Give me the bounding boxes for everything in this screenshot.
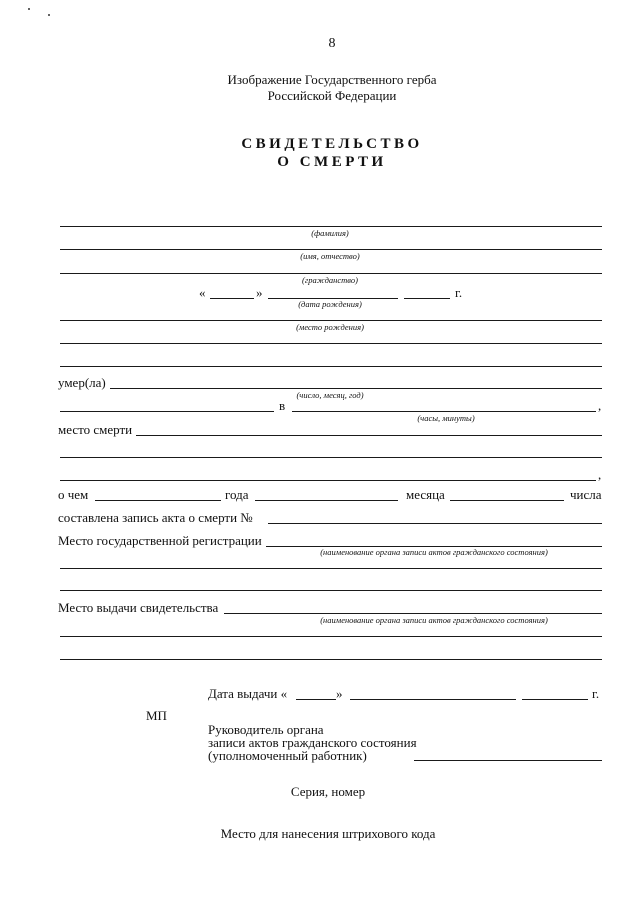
- series-number-label: Серия, номер: [290, 784, 366, 799]
- barcode-place-label: Место для нанесения штрихового кода: [220, 826, 436, 841]
- birth-place-line-2[interactable]: [60, 343, 602, 344]
- issue-place-line-3[interactable]: [60, 659, 602, 660]
- birth-place-caption: (место рождения): [296, 322, 364, 332]
- birth-date-close-quote: »: [256, 285, 263, 300]
- birth-place-line-3[interactable]: [60, 366, 602, 367]
- name-patronymic-line[interactable]: [60, 249, 602, 250]
- month-label: месяца: [406, 487, 445, 502]
- stamp-place-label: МП: [146, 708, 167, 723]
- death-time-line[interactable]: [292, 411, 596, 412]
- death-place-line[interactable]: [136, 435, 602, 436]
- emblem-caption-line2: Российской Федерации: [267, 88, 397, 103]
- issue-year-suffix: г.: [592, 686, 600, 701]
- issue-place-line-2[interactable]: [60, 636, 602, 637]
- issue-year-line[interactable]: [522, 699, 588, 700]
- record-day-line[interactable]: [95, 500, 221, 501]
- head-title-line1: Руководитель органа: [208, 722, 324, 737]
- death-place-line-2[interactable]: [60, 457, 602, 458]
- year-label: года: [225, 487, 249, 502]
- emblem-caption-line1: Изображение Государственного герба: [227, 72, 437, 87]
- time-caption: (часы, минуты): [417, 413, 475, 423]
- birth-date-open-quote: «: [199, 285, 206, 300]
- birth-year-line[interactable]: [404, 298, 450, 299]
- citizenship-line[interactable]: [60, 273, 602, 274]
- act-record-label: составлена запись акта о смерти №: [58, 510, 253, 525]
- issue-org-caption: (наименование органа записи актов гражданского состояния): [320, 615, 548, 625]
- died-label: умер(ла): [58, 375, 106, 390]
- registration-org-caption: (наименование органа записи актов гражданского состояния): [320, 547, 548, 557]
- about-label: о чем: [58, 487, 89, 502]
- issue-date-close-quote: »: [336, 686, 343, 701]
- birth-date-caption: (дата рождения): [298, 299, 362, 309]
- citizenship-caption: (гражданство): [302, 275, 358, 285]
- death-place-line-3[interactable]: [60, 480, 596, 481]
- page-number: 8: [328, 36, 336, 51]
- issue-month-line[interactable]: [350, 699, 516, 700]
- death-in-label: в: [279, 398, 286, 413]
- issue-date-label: Дата выдачи «: [208, 686, 288, 701]
- scan-speck: [48, 14, 50, 16]
- issue-place-label: Место выдачи свидетельства: [58, 600, 219, 615]
- head-title-line2: записи актов гражданского состояния: [208, 735, 417, 750]
- registration-place-line-2[interactable]: [60, 568, 602, 569]
- death-time-comma: ,: [598, 398, 602, 413]
- birth-place-line[interactable]: [60, 320, 602, 321]
- record-year-line[interactable]: [255, 500, 398, 501]
- death-extra-line[interactable]: [60, 411, 274, 412]
- signature-line[interactable]: [414, 760, 602, 761]
- death-place-comma: ,: [598, 467, 602, 482]
- registration-place-line-3[interactable]: [60, 590, 602, 591]
- surname-line[interactable]: [60, 226, 602, 227]
- birth-day-line[interactable]: [210, 298, 254, 299]
- surname-caption: (фамилия): [311, 228, 349, 238]
- document-title-line1: СВИДЕТЕЛЬСТВО: [241, 136, 423, 152]
- document-title-line2: О СМЕРТИ: [277, 154, 387, 170]
- record-month-line[interactable]: [450, 500, 564, 501]
- issue-place-line[interactable]: [224, 613, 602, 614]
- date-of-death-caption: (число, месяц, год): [296, 390, 364, 400]
- day-label: числа: [570, 487, 602, 502]
- date-of-death-line[interactable]: [110, 388, 602, 389]
- scan-speck: [28, 8, 30, 10]
- death-place-label: место смерти: [58, 422, 133, 437]
- issue-day-line[interactable]: [296, 699, 336, 700]
- name-patronymic-caption: (имя, отчество): [300, 251, 360, 261]
- act-record-number-line[interactable]: [268, 523, 602, 524]
- head-title-line3: (уполномоченный работник): [208, 748, 367, 763]
- birth-year-suffix: г.: [455, 285, 463, 300]
- registration-place-label: Место государственной регистрации: [58, 533, 262, 548]
